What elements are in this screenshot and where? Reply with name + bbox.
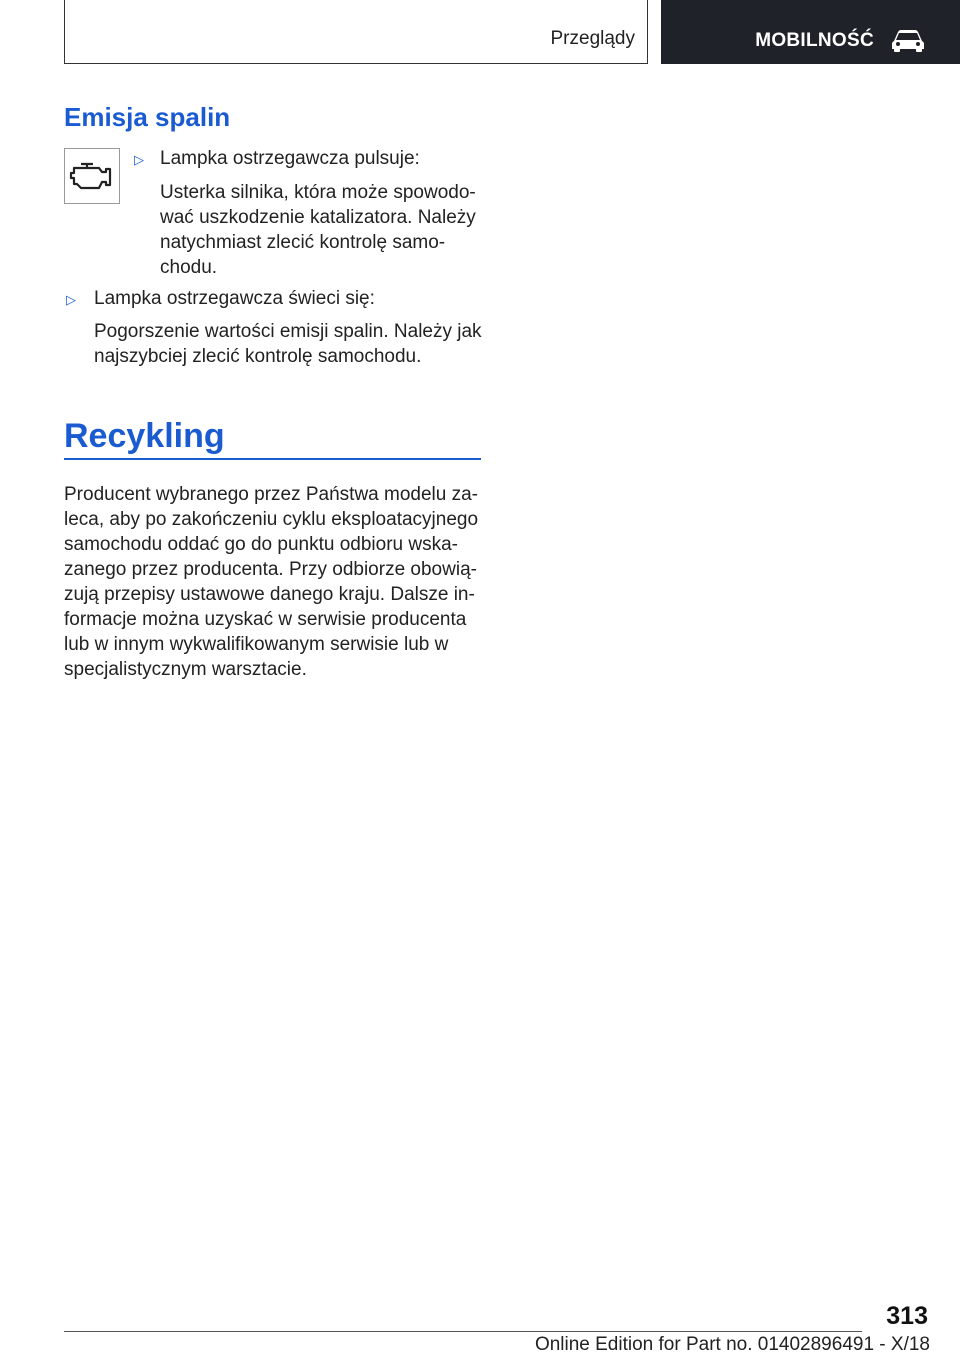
- recycling-line: lub w innym wykwalifikowanym serwisie lub w: [64, 634, 449, 655]
- bullet-arrow-1: ▷: [134, 152, 144, 167]
- warning-icon-frame: [64, 148, 120, 204]
- recycling-line: leca, aby po zakończeniu cyklu eksploatacyjnego: [64, 509, 479, 530]
- footer-divider: [64, 1331, 862, 1332]
- section-divider: [64, 458, 481, 460]
- header-chapter-tab: [661, 0, 960, 64]
- engine-warning-icon: [69, 160, 115, 192]
- recycling-line: zanego przez producenta. Przy odbiorze obowią-: [64, 559, 477, 580]
- item-1-line: Usterka silnika, która może spowodo-: [160, 182, 476, 203]
- item-1-condition: Lampka ostrzegawcza pulsuje:: [160, 148, 420, 169]
- section-title-emission: Emisja spalin: [64, 102, 231, 132]
- header-chapter-label: MOBILNOŚĆ: [755, 30, 874, 51]
- item-1-line: chodu.: [160, 257, 218, 278]
- section-title-recycling: Recykling: [64, 417, 225, 455]
- recycling-line: formacje można uzyskać w serwisie producenta: [64, 609, 467, 630]
- item-2-condition: Lampka ostrzegawcza świeci się:: [94, 288, 375, 309]
- header-section-box: [64, 0, 648, 64]
- item-1-line: natychmiast zlecić kontrolę samo-: [160, 232, 446, 253]
- recycling-line: zują przepisy ustawowe danego kraju. Dalsze in-: [64, 584, 475, 605]
- footer-edition: Online Edition for Part no. 01402896491 - X/18: [534, 1334, 930, 1355]
- item-2-line: Pogorszenie wartości emisji spalin. Należy jak: [94, 321, 482, 342]
- recycling-line: Producent wybranego przez Państwa modelu za-: [64, 484, 479, 505]
- page-number: 313: [886, 1302, 928, 1330]
- car-icon: [890, 27, 926, 53]
- header-section-title: Przeglądy: [550, 28, 635, 49]
- item-1-line: wać uszkodzenie katalizatora. Należy: [160, 207, 476, 228]
- item-2-line: najszybciej zlecić kontrolę samochodu.: [94, 346, 422, 367]
- bullet-arrow-2: ▷: [66, 292, 76, 307]
- recycling-line: specjalistycznym warsztacie.: [64, 659, 307, 680]
- recycling-line: samochodu oddać go do punktu odbioru wska-: [64, 534, 458, 555]
